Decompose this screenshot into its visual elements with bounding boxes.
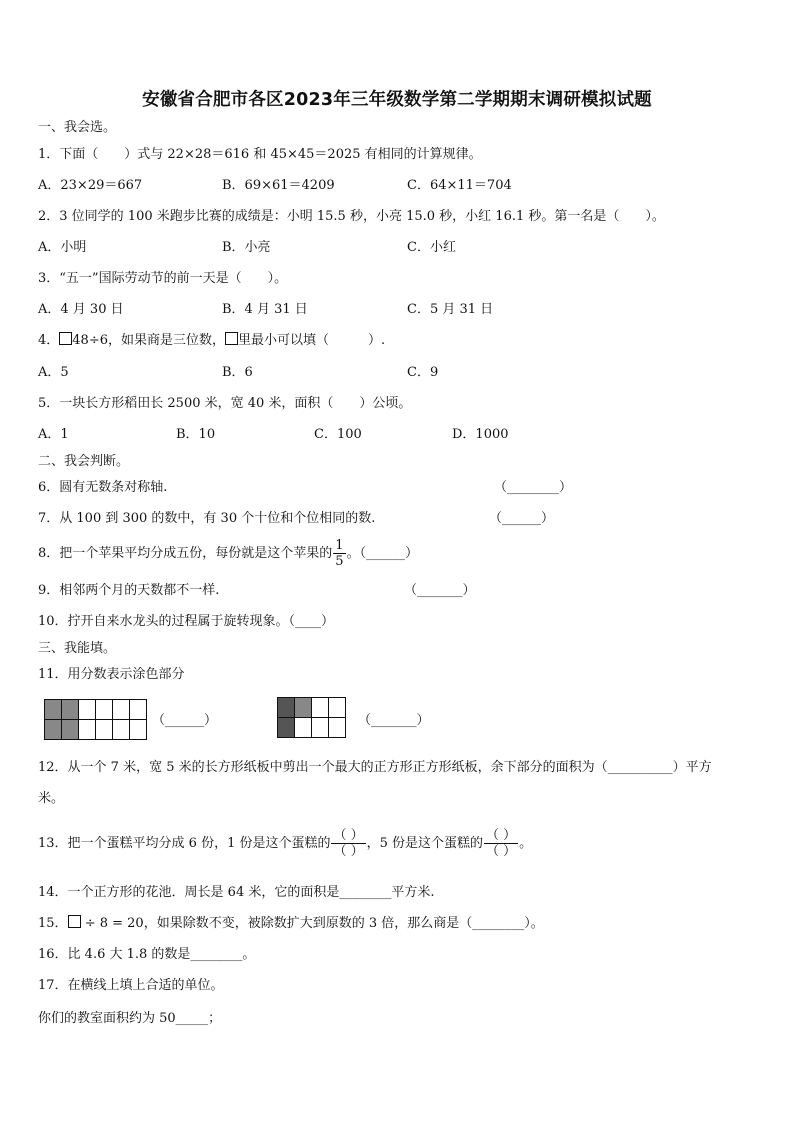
grid-cell-shaded [62, 700, 79, 720]
q13-fraction-1 [331, 828, 365, 859]
q8-numerator: 1 [335, 538, 344, 553]
q11-shape-2 [277, 697, 346, 738]
question-3: 3．“五一”国际劳动节的前一天是（ ）。 [38, 271, 288, 286]
blank-box-icon [68, 915, 81, 928]
grid-cell [312, 698, 329, 718]
q4-option-a: A．5 [38, 365, 69, 380]
blank-box-icon [59, 332, 72, 345]
question-17: 17．在横线上填上合适的单位。 [38, 978, 224, 993]
grid-cell [96, 700, 113, 720]
q4-text-2: 里最小可以填（ ）. [238, 333, 386, 348]
grid-cell-shaded [45, 720, 62, 740]
q3-option-b: B．4 月 31 日 [222, 302, 308, 317]
q5-option-c: C．100 [314, 427, 362, 442]
grid-cell [312, 718, 329, 738]
q13-numerator-2: （ ） [486, 828, 517, 843]
grid-cell [113, 700, 130, 720]
grid-cell [130, 700, 147, 720]
q4-option-b: B．6 [222, 365, 253, 380]
q4-option-c: C．9 [407, 365, 439, 380]
q11-answer-1: （______） [152, 713, 218, 728]
q5-option-b: B．10 [176, 427, 216, 442]
grid-cell-shaded [278, 718, 295, 738]
grid-cell [79, 700, 96, 720]
question-10: 10．拧开自来水龙头的过程属于旋转现象。（____） [38, 614, 335, 629]
q2-option-b: B．小亮 [222, 240, 271, 255]
q13-tail: 。 [519, 836, 533, 851]
question-4 [38, 332, 385, 350]
q4-number: 4． [38, 333, 60, 348]
q11-answer-2: （_______） [358, 713, 430, 728]
question-2: 2．3 位同学的 100 米跑步比赛的成绩是：小明 15.5 秒，小亮 15.0 秒，小红 16.1 秒。第一名是（ ）。 [38, 209, 665, 224]
q13-text: 13．把一个蛋糕平均分成 6 份，1 份是这个蛋糕的 [38, 836, 331, 851]
grid-cell [295, 718, 312, 738]
q8-tail: 。（______） [346, 546, 419, 561]
question-9: 9．相邻两个月的天数都不一样. [38, 583, 220, 598]
blank-box-icon [225, 332, 238, 345]
q1-option-a: A．23×29＝667 [38, 178, 143, 193]
q3-option-c: C．5 月 31 日 [407, 302, 494, 317]
question-12: 12．从一个 7 米，宽 5 米的长方形纸板中剪出一个最大的正方形正方形纸板，余下部分的面积为（__________）平方 [38, 760, 712, 775]
grid-cell-shaded [295, 698, 312, 718]
question-12-cont: 米。 [38, 791, 65, 806]
question-5: 5．一块长方形稻田长 2500 米，宽 40 米，面积（ ）公顷。 [38, 396, 412, 411]
question-7: 7．从 100 到 300 的数中，有 30 个十位和个位相同的数. [38, 511, 376, 526]
question-8 [38, 538, 418, 569]
q15-number: 15． [38, 916, 68, 931]
q1-option-b: B．69×61＝4209 [222, 178, 335, 193]
grid-cell [329, 698, 346, 718]
section-heading-1: 一、我会选。 [38, 120, 117, 135]
q8-fraction [333, 538, 345, 569]
q8-denominator: 5 [335, 554, 344, 569]
q4-text: 48÷6，如果商是三位数， [72, 333, 225, 348]
q15-equation: ÷ 8 = 20 [84, 916, 144, 931]
grid-cell-shaded [62, 720, 79, 740]
grid-cell [329, 718, 346, 738]
question-14: 14．一个正方形的花池．周长是 64 米，它的面积是________平方米. [38, 885, 435, 900]
grid-cell-shaded [45, 700, 62, 720]
page-title: 安徽省合肥市各区2023年三年级数学第二学期期末调研模拟试题 [142, 90, 652, 110]
question-16: 16．比 4.6 大 1.8 的数是________。 [38, 947, 256, 962]
q1-option-c: C．64×11＝704 [407, 178, 512, 193]
q13-denominator-1: （ ） [333, 844, 364, 859]
q6-answer-paren: （________） [494, 480, 573, 495]
question-17-item: 你们的教室面积约为 50_____； [38, 1011, 222, 1026]
section-heading-3: 三、我能填。 [38, 641, 117, 656]
q5-option-a: A．1 [38, 427, 69, 442]
q7-answer-paren: （______） [489, 511, 555, 526]
grid-cell [79, 720, 96, 740]
section-heading-2: 二、我会判断。 [38, 454, 130, 469]
question-11: 11．用分数表示涂色部分 [38, 667, 185, 682]
q2-option-c: C．小红 [407, 240, 456, 255]
q15-text: ，如果除数不变，被除数扩大到原数的 3 倍，那么商是（________）。 [143, 916, 544, 931]
q3-option-a: A．4 月 30 日 [38, 302, 124, 317]
question-15 [38, 915, 544, 933]
grid-cell [96, 720, 113, 740]
q13-mid: ，5 份是这个蛋糕的 [366, 836, 484, 851]
q13-fraction-2 [484, 828, 518, 859]
q9-answer-paren: （_______） [404, 583, 476, 598]
q2-option-a: A．小明 [38, 240, 87, 255]
q13-denominator-2: （ ） [486, 844, 517, 859]
q11-shape-1 [44, 699, 147, 740]
grid-cell [130, 720, 147, 740]
q13-numerator-1: （ ） [333, 828, 364, 843]
question-13 [38, 827, 532, 861]
q8-text: 8．把一个苹果平均分成五份，每份就是这个苹果的 [38, 546, 333, 561]
q5-option-d: D．1000 [452, 427, 509, 442]
question-1: 1．下面（ ）式与 22×28＝616 和 45×45＝2025 有相同的计算规律。 [38, 147, 482, 162]
question-6: 6．圆有无数条对称轴. [38, 480, 168, 495]
grid-cell-shaded [278, 698, 295, 718]
grid-cell [113, 720, 130, 740]
